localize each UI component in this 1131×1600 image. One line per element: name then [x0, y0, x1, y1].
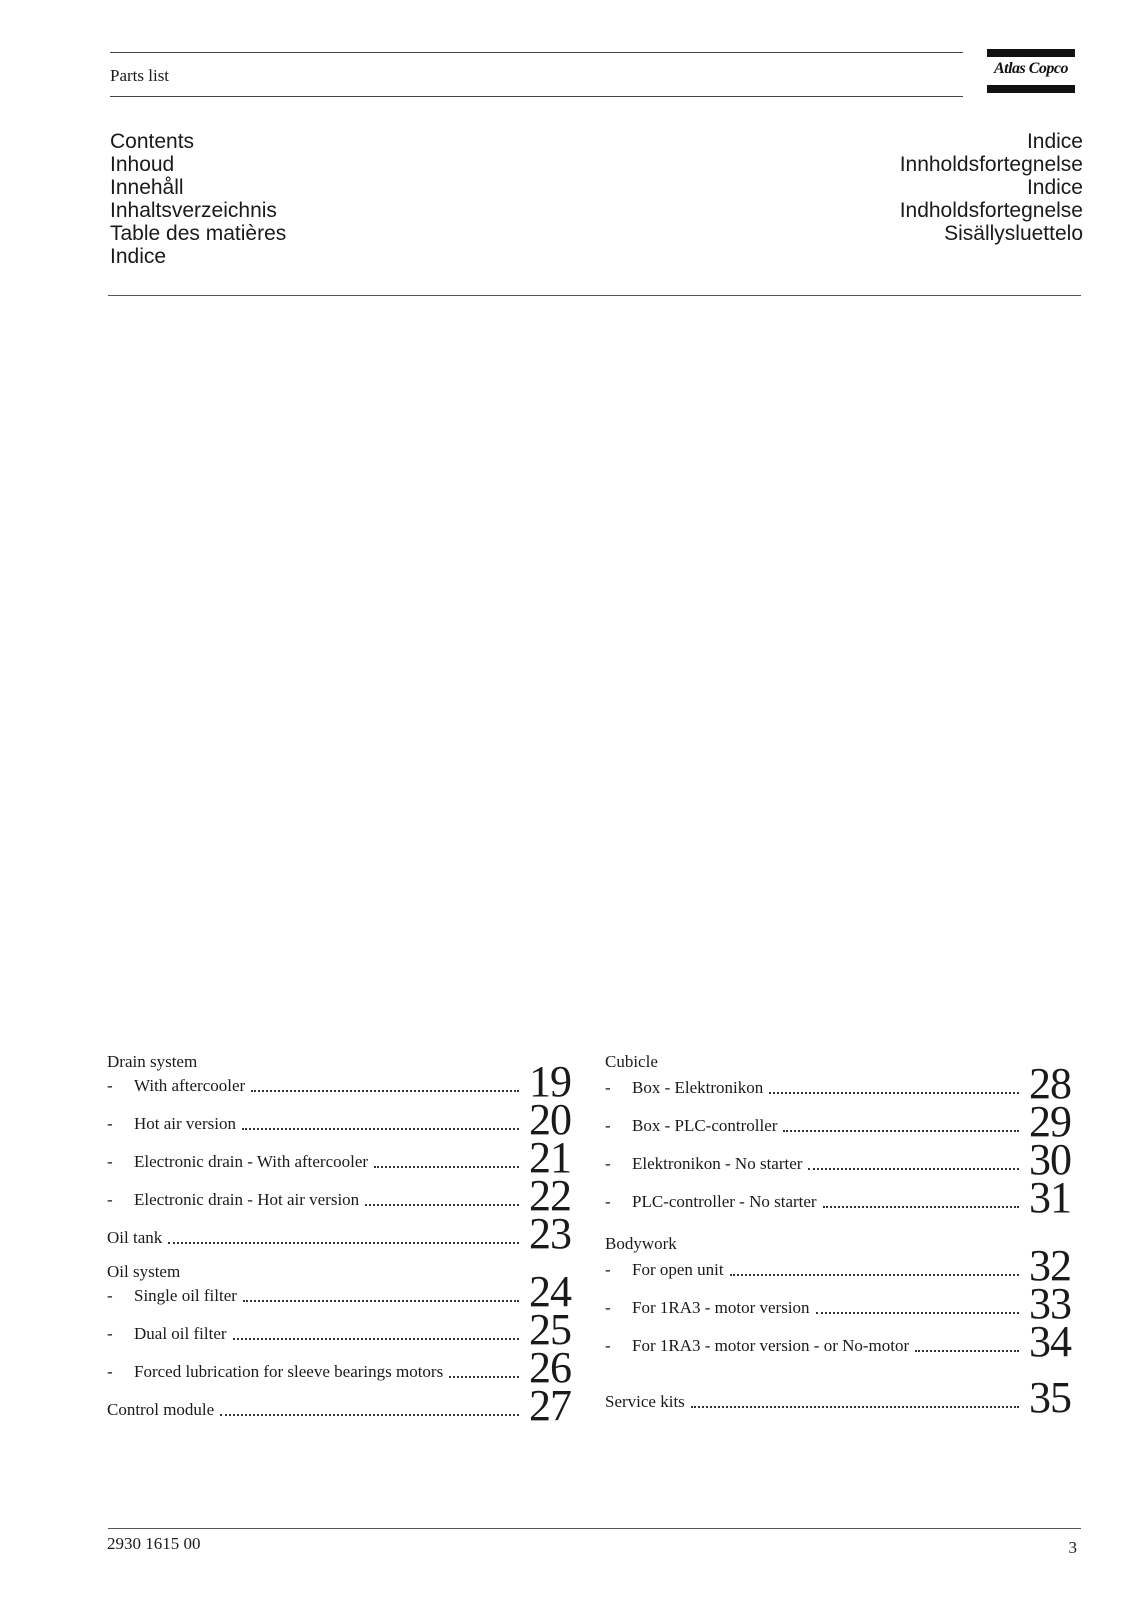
- toc-page-number: 24: [529, 1267, 571, 1316]
- toc-page-number: 21: [529, 1133, 571, 1182]
- toc-entry-label: Box - Elektronikon: [632, 1078, 764, 1097]
- toc-page-number: 29: [1029, 1097, 1071, 1146]
- toc-entry-label: Box - PLC-controller: [632, 1116, 778, 1135]
- toc-page-number: 19: [529, 1057, 571, 1106]
- header-label: Parts list: [110, 66, 170, 85]
- contents-titles-right: [900, 130, 1083, 245]
- toc-entry-label: For 1RA3 - motor version: [632, 1298, 810, 1317]
- toc-entry-elektronikon-no-starter[interactable]: [605, 1135, 1071, 1184]
- toc-entry-service-kits[interactable]: [605, 1362, 1071, 1422]
- toc-entry-label: Hot air version: [134, 1114, 236, 1133]
- toc-leader-dots: [816, 1312, 1019, 1314]
- toc-entry-label: Single oil filter: [134, 1286, 237, 1305]
- toc-dash: -: [605, 1336, 611, 1355]
- contents-title: Indholdsfortegnelse: [899, 199, 1083, 222]
- contents-title: Contents: [110, 130, 195, 153]
- toc-page-number: 33: [1029, 1279, 1071, 1328]
- toc-left-column: [107, 1052, 571, 1430]
- toc-leader-dots: [783, 1130, 1019, 1132]
- contents-title: Inhoud: [110, 153, 175, 176]
- toc-entry-oil-tank[interactable]: [107, 1209, 571, 1258]
- toc-entry-for-1ra3-no-motor[interactable]: [605, 1317, 1071, 1366]
- contents-title: Table des matières: [110, 222, 287, 245]
- contents-title: Indice: [1026, 130, 1083, 153]
- toc-dash: -: [107, 1114, 113, 1133]
- toc-entry-label: Elektronikon - No starter: [632, 1154, 803, 1173]
- toc-entry-label: With aftercooler: [134, 1076, 246, 1095]
- toc-entry-control-module[interactable]: [107, 1381, 571, 1430]
- atlas-copco-logo: [987, 49, 1075, 93]
- footer-rule: [108, 1528, 1081, 1529]
- toc-page-number: 27: [529, 1381, 571, 1430]
- toc-dash: -: [605, 1154, 611, 1173]
- toc-section-drain-system: Drain system: [107, 1052, 198, 1071]
- toc-dash: -: [107, 1324, 113, 1343]
- toc-entry-label: Control module: [107, 1400, 215, 1419]
- toc-entry-label: Dual oil filter: [134, 1324, 227, 1343]
- contents-divider: [108, 295, 1081, 296]
- toc-entry-label: PLC-controller - No starter: [632, 1192, 817, 1211]
- toc-entry-label: Service kits: [605, 1392, 685, 1411]
- contents-title: Innehåll: [110, 176, 184, 199]
- toc-section-cubicle: Cubicle: [605, 1052, 658, 1071]
- toc-leader-dots: [251, 1090, 519, 1092]
- toc-dash: -: [605, 1078, 611, 1097]
- toc-section-oil-system: Oil system: [107, 1262, 181, 1281]
- toc-entry-dual-oil-filter[interactable]: [107, 1305, 571, 1354]
- contents-title: Indice: [1026, 176, 1083, 199]
- toc-entry-label: For open unit: [632, 1260, 724, 1279]
- toc-leader-dots: [730, 1274, 1019, 1276]
- toc-dash: -: [605, 1260, 611, 1279]
- toc-leader-dots: [233, 1338, 519, 1340]
- toc-entry-electronic-drain-aftercooler[interactable]: [107, 1133, 571, 1182]
- contents-title: Sisällysluettelo: [944, 222, 1083, 245]
- contents-title: Innholdsfortegnelse: [899, 153, 1083, 176]
- toc-entry-label: Forced lubrication for sleeve bearings motors: [134, 1362, 444, 1381]
- page-number: 3: [1068, 1538, 1077, 1557]
- toc-dash: -: [107, 1190, 113, 1209]
- toc-entry-label: Electronic drain - Hot air version: [134, 1190, 360, 1209]
- toc-entry-box-plc-controller[interactable]: [605, 1097, 1071, 1146]
- toc-page-number: 25: [529, 1305, 571, 1354]
- toc-leader-dots: [915, 1350, 1019, 1352]
- toc-leader-dots: [168, 1242, 519, 1244]
- toc-right-column: [605, 1052, 1071, 1422]
- toc-leader-dots: [374, 1166, 519, 1168]
- toc-entry-hot-air-version[interactable]: [107, 1095, 571, 1144]
- contents-title: Indice: [110, 245, 167, 268]
- toc-entry-for-1ra3-motor[interactable]: [605, 1279, 1071, 1328]
- toc-page-number: 31: [1029, 1173, 1071, 1222]
- toc-dash: -: [605, 1192, 611, 1211]
- toc-leader-dots: [365, 1204, 519, 1206]
- toc-page-number: 34: [1029, 1317, 1071, 1366]
- toc-leader-dots: [243, 1300, 519, 1302]
- toc-dash: -: [107, 1152, 113, 1171]
- logo-bottom-bar: [987, 85, 1075, 93]
- header-bottom-rule: [110, 96, 963, 97]
- toc-dash: -: [107, 1362, 113, 1381]
- toc-page-number: 22: [529, 1171, 571, 1220]
- toc-leader-dots: [220, 1414, 519, 1416]
- toc-section-bodywork: Bodywork: [605, 1234, 677, 1253]
- toc-entry-forced-lubrication[interactable]: [107, 1343, 571, 1392]
- toc-entry-label: Oil tank: [107, 1228, 163, 1247]
- toc-dash: -: [107, 1286, 113, 1305]
- toc-page-number: 28: [1029, 1059, 1071, 1108]
- contents-title: Inhaltsverzeichnis: [110, 199, 277, 222]
- toc-entry-label: For 1RA3 - motor version - or No-motor: [632, 1336, 910, 1355]
- header-top-rule: [110, 52, 963, 53]
- toc-page-number: 23: [529, 1209, 571, 1258]
- toc-entry-plc-controller-no-starter[interactable]: [605, 1173, 1071, 1222]
- contents-titles-left: [110, 130, 286, 268]
- toc-leader-dots: [823, 1206, 1019, 1208]
- toc-leader-dots: [808, 1168, 1019, 1170]
- toc-entry-electronic-drain-hot-air[interactable]: [107, 1171, 571, 1220]
- toc-page-number: 26: [529, 1343, 571, 1392]
- toc-dash: -: [605, 1298, 611, 1317]
- toc-leader-dots: [449, 1376, 519, 1378]
- toc-leader-dots: [242, 1128, 519, 1130]
- document-number: 2930 1615 00: [107, 1534, 201, 1553]
- logo-top-bar: [987, 49, 1075, 57]
- toc-leader-dots: [691, 1406, 1019, 1408]
- toc-page-number: 35: [1029, 1373, 1071, 1422]
- toc-dash: -: [605, 1116, 611, 1135]
- toc-leader-dots: [769, 1092, 1019, 1094]
- toc-entry-label: Electronic drain - With aftercooler: [134, 1152, 369, 1171]
- toc-dash: -: [107, 1076, 113, 1095]
- toc-page-number: 30: [1029, 1135, 1071, 1184]
- toc-page-number: 32: [1029, 1241, 1071, 1290]
- toc-page-number: 20: [529, 1095, 571, 1144]
- logo-text: Atlas Copco: [993, 60, 1069, 77]
